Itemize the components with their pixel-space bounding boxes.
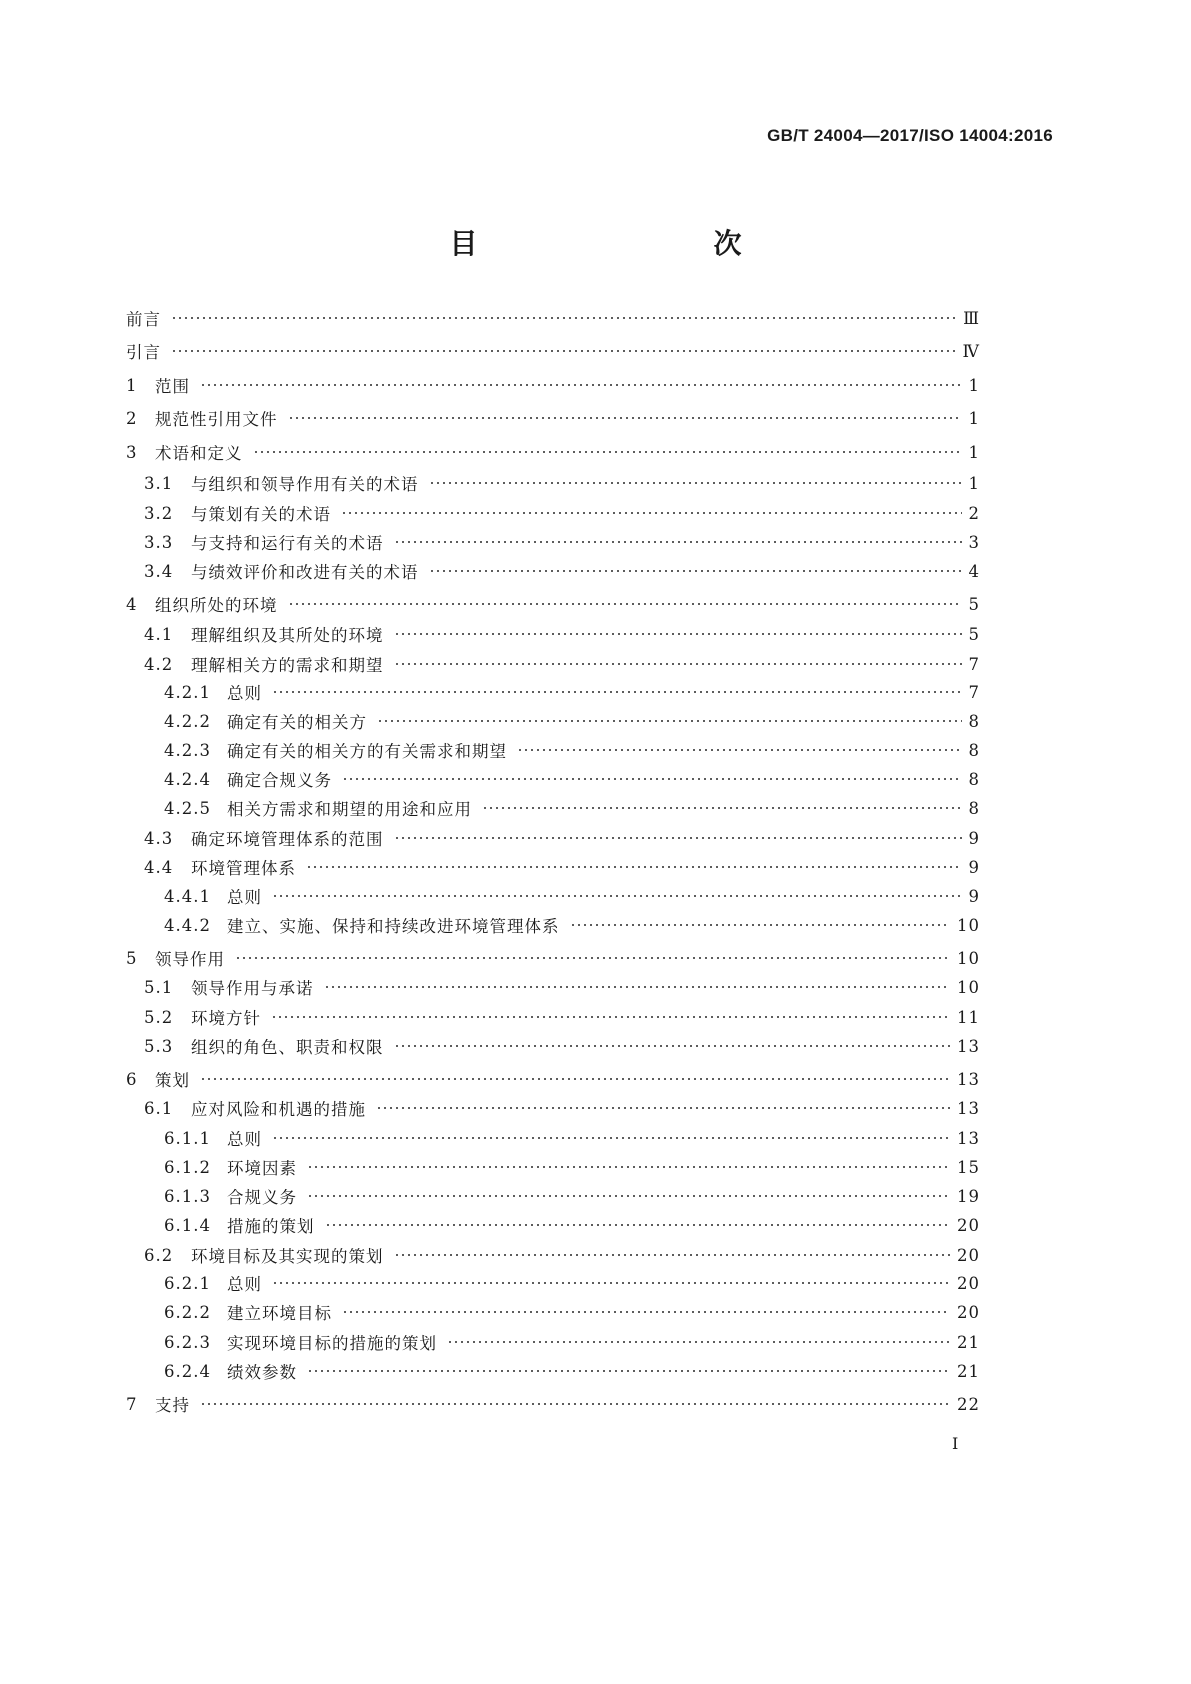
toc-entry-label: 实现环境目标的措施的策划 [227,1334,437,1353]
toc-entry-label: 与支持和运行有关的术语 [191,534,384,553]
toc-entry-page: 22 [957,1394,980,1414]
standard-code-header: GB/T 24004—2017/ISO 14004:2016 [767,126,1053,145]
toc-entry[interactable] [0,679,1191,705]
toc-entry-number: 4.3 [144,828,174,848]
toc-entry-label: 应对风险和机遇的措施 [191,1100,366,1119]
toc-entry-page: 11 [957,1007,980,1027]
toc-entry[interactable] [0,1212,1191,1238]
dot-leader [324,986,951,988]
dot-leader [306,866,962,868]
toc-entry-number: 3.3 [144,532,174,552]
toc-entry-label: 总则 [227,1275,262,1294]
toc-entry-page: 9 [968,828,980,848]
toc-entry-label: 前言 [126,310,161,329]
toc-entry[interactable] [0,405,1191,431]
toc-entry-page: 13 [957,1128,980,1148]
dot-leader [288,417,962,419]
toc-entry[interactable] [0,766,1191,792]
toc-entry-label: 组织所处的环境 [155,596,278,615]
dot-leader [394,1254,951,1256]
toc-entry-label: 确定有关的相关方 [227,713,367,732]
dot-leader [272,895,962,897]
toc-entry-label: 总则 [227,888,262,907]
toc-entry-label: 确定有关的相关方的有关需求和期望 [227,742,507,761]
toc-entry[interactable] [0,1242,1191,1268]
toc-entry-page: 20 [957,1302,980,1322]
toc-entry-page: 8 [968,798,980,818]
toc-entry-number: 4.2.5 [164,798,211,818]
dot-leader [272,1137,950,1139]
toc-entry-page: 20 [957,1273,980,1293]
toc-entry[interactable] [0,1299,1191,1325]
dot-leader [377,720,962,722]
dot-leader [429,570,962,572]
dot-leader [307,1370,950,1372]
toc-entry[interactable] [0,591,1191,617]
dot-leader [307,1166,950,1168]
dot-leader [200,1403,950,1405]
toc-entry-page: 13 [957,1098,980,1118]
toc-entry[interactable] [0,338,1191,364]
toc-entry-number: 5 [126,948,138,968]
dot-leader [171,317,956,319]
toc-entry-number: 5.3 [144,1036,174,1056]
toc-entry[interactable] [0,500,1191,526]
toc-entry[interactable] [0,1183,1191,1209]
toc-entry-label: 与组织和领导作用有关的术语 [191,475,419,494]
toc-entry-number: 2 [126,408,138,428]
toc-entry-page: 9 [968,886,980,906]
toc-entry-label: 确定环境管理体系的范围 [191,830,384,849]
toc-entry-page: 1 [968,442,980,462]
dot-leader [200,384,962,386]
toc-entry-label: 规范性引用文件 [155,410,278,429]
toc-entry-number: 4.2 [144,654,174,674]
toc-entry-page: 5 [968,624,980,644]
toc-entry-number: 4.1 [144,624,174,644]
toc-entry-number: 5.1 [144,977,174,997]
toc-entry-number: 3 [126,442,138,462]
toc-entry[interactable] [0,1329,1191,1355]
dot-leader [517,749,962,751]
toc-entry-number: 4.2.1 [164,682,211,702]
toc-entry-page: 2 [968,503,980,523]
dot-leader [253,451,962,453]
toc-entry-label: 支持 [155,1396,190,1415]
toc-entry-page: 1 [968,408,980,428]
toc-entry-label: 与绩效评价和改进有关的术语 [191,563,419,582]
toc-entry-number: 6.1.3 [164,1186,211,1206]
dot-leader [200,1078,950,1080]
toc-entry-label: 策划 [155,1071,190,1090]
toc-entry-label: 建立、实施、保持和持续改进环境管理体系 [227,917,560,936]
toc-entry-number: 4 [126,594,138,614]
toc-entry[interactable] [0,945,1191,971]
toc-entry-page: 13 [957,1069,980,1089]
toc-entry-page: 13 [957,1036,980,1056]
dot-leader [394,633,962,635]
toc-entry[interactable] [0,912,1191,938]
toc-entry-label: 环境目标及其实现的策划 [191,1247,384,1266]
toc-entry-number: 4.2.4 [164,769,211,789]
dot-leader [394,663,962,665]
toc-entry-number: 6.2.2 [164,1302,211,1322]
toc-entry[interactable] [0,854,1191,880]
toc-entry-number: 4.2.2 [164,711,211,731]
toc-entry-number: 4.4.2 [164,915,211,935]
dot-leader [271,1016,950,1018]
toc-entry[interactable] [0,883,1191,909]
dot-leader [429,482,962,484]
toc-entry[interactable] [0,1154,1191,1180]
toc-entry-number: 1 [126,375,138,395]
toc-entry-page: 7 [968,654,980,674]
toc-entry-label: 总则 [227,684,262,703]
toc-entry-page: 10 [957,977,980,997]
toc-entry-label: 总则 [227,1130,262,1149]
dot-leader [342,1311,950,1313]
toc-entry-number: 3.2 [144,503,174,523]
toc-entry-page: 3 [968,532,980,552]
toc-entry-page: 21 [957,1332,980,1352]
dot-leader [394,541,962,543]
page-title: 目 次 [449,227,802,260]
toc-entry-label: 领导作用 [155,950,225,969]
toc-entry[interactable] [0,1125,1191,1151]
toc-entry-page: 9 [968,857,980,877]
toc-entry-page: 15 [957,1157,980,1177]
toc-entry[interactable] [0,737,1191,763]
toc-entry-label: 环境因素 [227,1159,297,1178]
toc-entry-page: 21 [957,1361,980,1381]
toc-entry-page: 1 [968,375,980,395]
toc-entry-number: 6.2 [144,1245,174,1265]
toc-entry-label: 理解组织及其所处的环境 [191,626,384,645]
dot-leader [171,350,956,352]
toc-entry-page: 20 [957,1245,980,1265]
toc-entry-number: 6.1 [144,1098,174,1118]
toc-entry-label: 建立环境目标 [227,1304,332,1323]
toc-entry-label: 范围 [155,377,190,396]
toc-entry-number: 6.1.1 [164,1128,211,1148]
dot-leader [482,807,962,809]
toc-entry-page: 10 [957,915,980,935]
footer-page-number: I [952,1434,959,1453]
toc-entry-label: 确定合规义务 [227,771,332,790]
toc-entry[interactable] [0,1270,1191,1296]
toc-entry-label: 措施的策划 [227,1217,315,1236]
toc-entry-label: 与策划有关的术语 [191,505,331,524]
toc-entry-label: 领导作用与承诺 [191,979,314,998]
toc-entry[interactable] [0,1095,1191,1121]
toc-entry[interactable] [0,529,1191,555]
toc-entry-label: 环境管理体系 [191,859,296,878]
toc-entry[interactable] [0,651,1191,677]
toc-entry[interactable] [0,558,1191,584]
dot-leader [394,837,962,839]
toc-entry-label: 组织的角色、职责和权限 [191,1038,384,1057]
toc-entry-label: 环境方针 [191,1009,261,1028]
toc-entry[interactable] [0,1358,1191,1384]
dot-leader [447,1341,950,1343]
toc-entry-number: 6.2.1 [164,1273,211,1293]
toc-entry[interactable] [0,372,1191,398]
dot-leader [376,1107,950,1109]
toc-entry[interactable] [0,305,1191,331]
toc-entry-number: 6.1.2 [164,1157,211,1177]
toc-entry-page: 10 [957,948,980,968]
toc-entry-number: 6 [126,1069,138,1089]
toc-entry-page: 8 [968,711,980,731]
toc-entry[interactable] [0,795,1191,821]
dot-leader [325,1224,951,1226]
toc-entry-page: 7 [968,682,980,702]
toc-entry-page: 5 [968,594,980,614]
toc-entry-number: 4.4.1 [164,886,211,906]
toc-entry-page: 1 [968,473,980,493]
toc-entry-number: 4.4 [144,857,174,877]
toc-entry-page: 8 [968,769,980,789]
toc-entry-number: 3.4 [144,561,174,581]
toc-entry-label: 相关方需求和期望的用途和应用 [227,800,472,819]
toc-entry-page: 4 [968,561,980,581]
toc-entry-number: 6.1.4 [164,1215,211,1235]
toc-entry-number: 4.2.3 [164,740,211,760]
dot-leader [307,1195,950,1197]
dot-leader [235,957,950,959]
toc-entry[interactable] [0,708,1191,734]
toc-entry-label: 合规义务 [227,1188,297,1207]
dot-leader [394,1045,951,1047]
toc-entry-page: 19 [957,1186,980,1206]
toc-entry-label: 术语和定义 [155,444,243,463]
dot-leader [272,1282,950,1284]
toc-entry[interactable] [0,1033,1191,1059]
dot-leader [272,691,962,693]
toc-entry[interactable] [0,1004,1191,1030]
toc-entry-number: 6.2.4 [164,1361,211,1381]
toc-entry-number: 7 [126,1394,138,1414]
toc-entry[interactable] [0,1391,1191,1417]
toc-entry-page: Ⅳ [962,341,980,361]
toc-entry[interactable] [0,621,1191,647]
toc-entry-number: 5.2 [144,1007,174,1027]
toc-entry[interactable] [0,1066,1191,1092]
dot-leader [570,924,951,926]
toc-entry-page: 8 [968,740,980,760]
toc-entry-number: 3.1 [144,473,174,493]
toc-entry[interactable] [0,825,1191,851]
dot-leader [342,778,962,780]
dot-leader [288,603,962,605]
toc-entry[interactable] [0,974,1191,1000]
toc-entry-label: 理解相关方的需求和期望 [191,656,384,675]
toc-entry-page: Ⅲ [963,308,980,328]
toc-entry-page: 20 [957,1215,980,1235]
toc-entry-label: 绩效参数 [227,1363,297,1382]
toc-entry[interactable] [0,470,1191,496]
toc-entry[interactable] [0,439,1191,465]
dot-leader [341,512,962,514]
toc-entry-number: 6.2.3 [164,1332,211,1352]
toc-entry-label: 引言 [126,343,161,362]
